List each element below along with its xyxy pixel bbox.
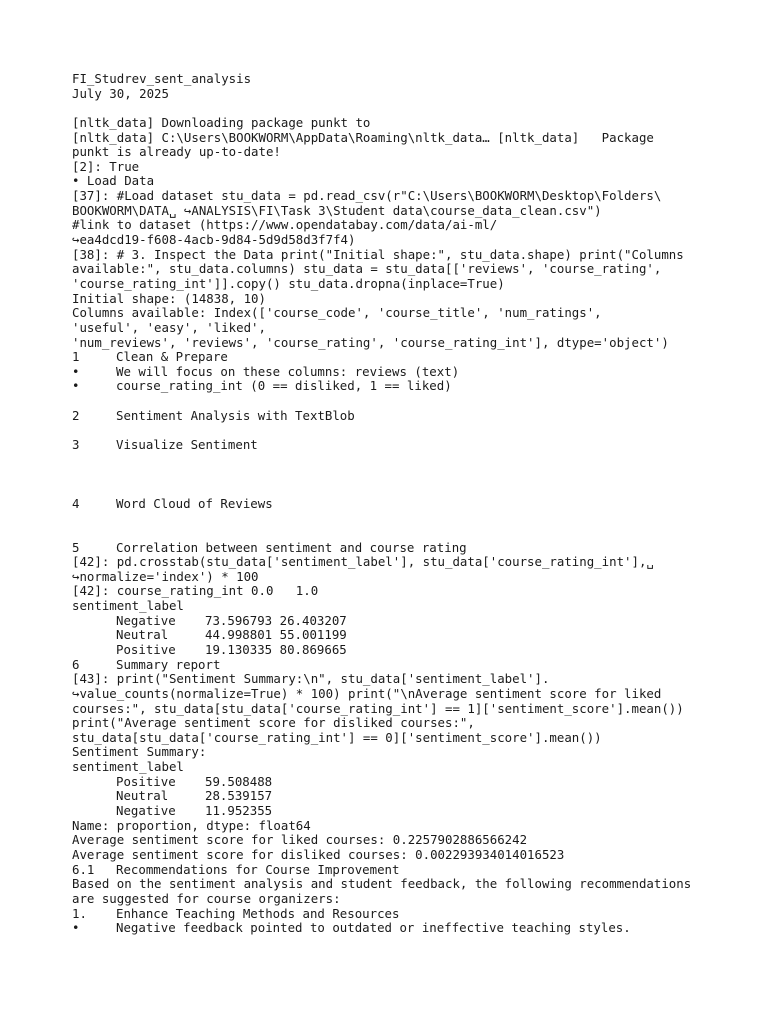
- code-line: print("Average sentiment score for disliked courses:",: [72, 715, 475, 731]
- bullet: •: [72, 363, 80, 379]
- cell-output: Sentiment Summary:: [72, 744, 207, 760]
- code-line: [38]: # 3. Inspect the Data print("Initial shape:", stu_data.shape) print("Columns: [72, 246, 684, 262]
- section-heading-summary-report: [72, 658, 712, 673]
- table-row: Negative 11.952355: [116, 803, 273, 819]
- code-line: ↪value_counts(normalize=True) * 100) print("\nAverage sentiment score for liked: [72, 685, 662, 701]
- code-line: ↪ea4dcd19-f608-4acb-9d84-5d9d58d3f7f4): [72, 232, 356, 248]
- document-date: July 30, 2025: [72, 85, 169, 101]
- nltk-output-line: [nltk_data] C:\Users\BOOKWORM\AppData\Roaming\nltk_data… [nltk_data] Package: [72, 129, 654, 145]
- section-number: 4: [72, 495, 80, 511]
- list-item: 1. Enhance Teaching Methods and Resources: [72, 905, 400, 921]
- section-heading-load-data: • Load Data: [72, 173, 155, 189]
- list-number: 1.: [72, 905, 87, 921]
- section-title: Visualize Sentiment: [116, 437, 258, 453]
- table-header: [42]: course_rating_int 0.0 1.0: [72, 583, 319, 599]
- table-row: Neutral 44.998801 55.001199: [116, 627, 347, 643]
- table-row: Positive 19.130335 80.869665: [116, 641, 347, 657]
- cell-output: [2]: True: [72, 158, 140, 174]
- list-item: • course_rating_int (0 == disliked, 1 == liked): [72, 378, 452, 394]
- cell-output: Average sentiment score for liked courses: 0.2257902886566242: [72, 832, 528, 848]
- bullet: •: [72, 920, 80, 936]
- cell-output: Name: proportion, dtype: float64: [72, 817, 311, 833]
- bullet: •: [72, 378, 80, 394]
- list-item: • Negative feedback pointed to outdated or ineffective teaching styles.: [72, 920, 631, 936]
- section-title: Recommendations for Course Improvement: [116, 861, 400, 877]
- code-line: stu_data[stu_data['course_rating_int'] == 0]['sentiment_score'].mean()): [72, 729, 602, 745]
- cell-output: Columns available: Index(['course_code', 'course_title', 'num_ratings',: [72, 305, 602, 321]
- section-title: Clean & Prepare: [116, 349, 228, 365]
- section-title: Word Cloud of Reviews: [116, 495, 273, 511]
- section-heading-correlation: [72, 541, 712, 556]
- code-line: [37]: #Load dataset stu_data = pd.read_csv(r"C:\Users\BOOKWORM\Desktop\Folders\: [72, 188, 662, 204]
- section-heading-sentiment-analysis: [72, 409, 712, 424]
- code-line: ↪normalize='index') * 100: [72, 568, 259, 584]
- cell-output: sentiment_label: [72, 759, 184, 775]
- code-line: 'course_rating_int']].copy() stu_data.dropna(inplace=True): [72, 275, 505, 291]
- nltk-output-line: punkt is already up-to-date!: [72, 144, 281, 160]
- section-number: 6.1: [72, 861, 95, 877]
- section-heading-clean-prepare: [72, 350, 712, 365]
- cell-output: 'useful', 'easy', 'liked',: [72, 319, 266, 335]
- section-number: 2: [72, 407, 80, 423]
- code-line: BOOKWORM\DATA␣ ↪ANALYSIS\FI\Task 3\Student data\course_data_clean.csv"): [72, 202, 602, 218]
- section-title: Summary report: [116, 656, 221, 672]
- section-heading-visualize-sentiment: [72, 438, 712, 453]
- section-title: Sentiment Analysis with TextBlob: [116, 407, 355, 423]
- cell-output: Initial shape: (14838, 10): [72, 290, 266, 306]
- table-index-name: sentiment_label: [72, 598, 184, 614]
- cell-output: 'num_reviews', 'reviews', 'course_rating', 'course_rating_int'], dtype='object'): [72, 334, 669, 350]
- paragraph-line: are suggested for course organizers:: [72, 890, 341, 906]
- cell-output: Average sentiment score for disliked courses: 0.002293934014016523: [72, 846, 565, 862]
- code-line: [43]: print("Sentiment Summary:\n", stu_data['sentiment_label'].: [72, 671, 550, 687]
- section-number: 6: [72, 656, 80, 672]
- section-number: 1: [72, 349, 80, 365]
- document-page: [72, 72, 712, 936]
- code-line: available:", stu_data.columns) stu_data = stu_data[['reviews', 'course_rating',: [72, 261, 662, 277]
- code-line: #link to dataset (https://www.opendatabay.com/data/ai-ml/: [72, 217, 498, 233]
- section-heading-word-cloud: [72, 497, 712, 512]
- table-row: Positive 59.508488: [116, 773, 273, 789]
- paragraph-line: Based on the sentiment analysis and student feedback, the following recommendations: [72, 876, 692, 892]
- code-line: courses:", stu_data[stu_data['course_rating_int'] == 1]['sentiment_score'].mean()): [72, 700, 684, 716]
- table-row: Negative 73.596793 26.403207: [116, 612, 347, 628]
- section-number: 3: [72, 437, 80, 453]
- section-title: Correlation between sentiment and course rating: [116, 539, 467, 555]
- list-item: • We will focus on these columns: reviews (text): [72, 363, 460, 379]
- nltk-output-line: [nltk_data] Downloading package punkt to: [72, 114, 371, 130]
- code-line: [42]: pd.crosstab(stu_data['sentiment_label'], stu_data['course_rating_int'],␣: [72, 554, 654, 570]
- table-row: Neutral 28.539157: [116, 788, 273, 804]
- document-title: FI_Studrev_sent_analysis: [72, 71, 252, 86]
- section-heading-recommendations: [72, 863, 712, 878]
- section-number: 5: [72, 539, 80, 555]
